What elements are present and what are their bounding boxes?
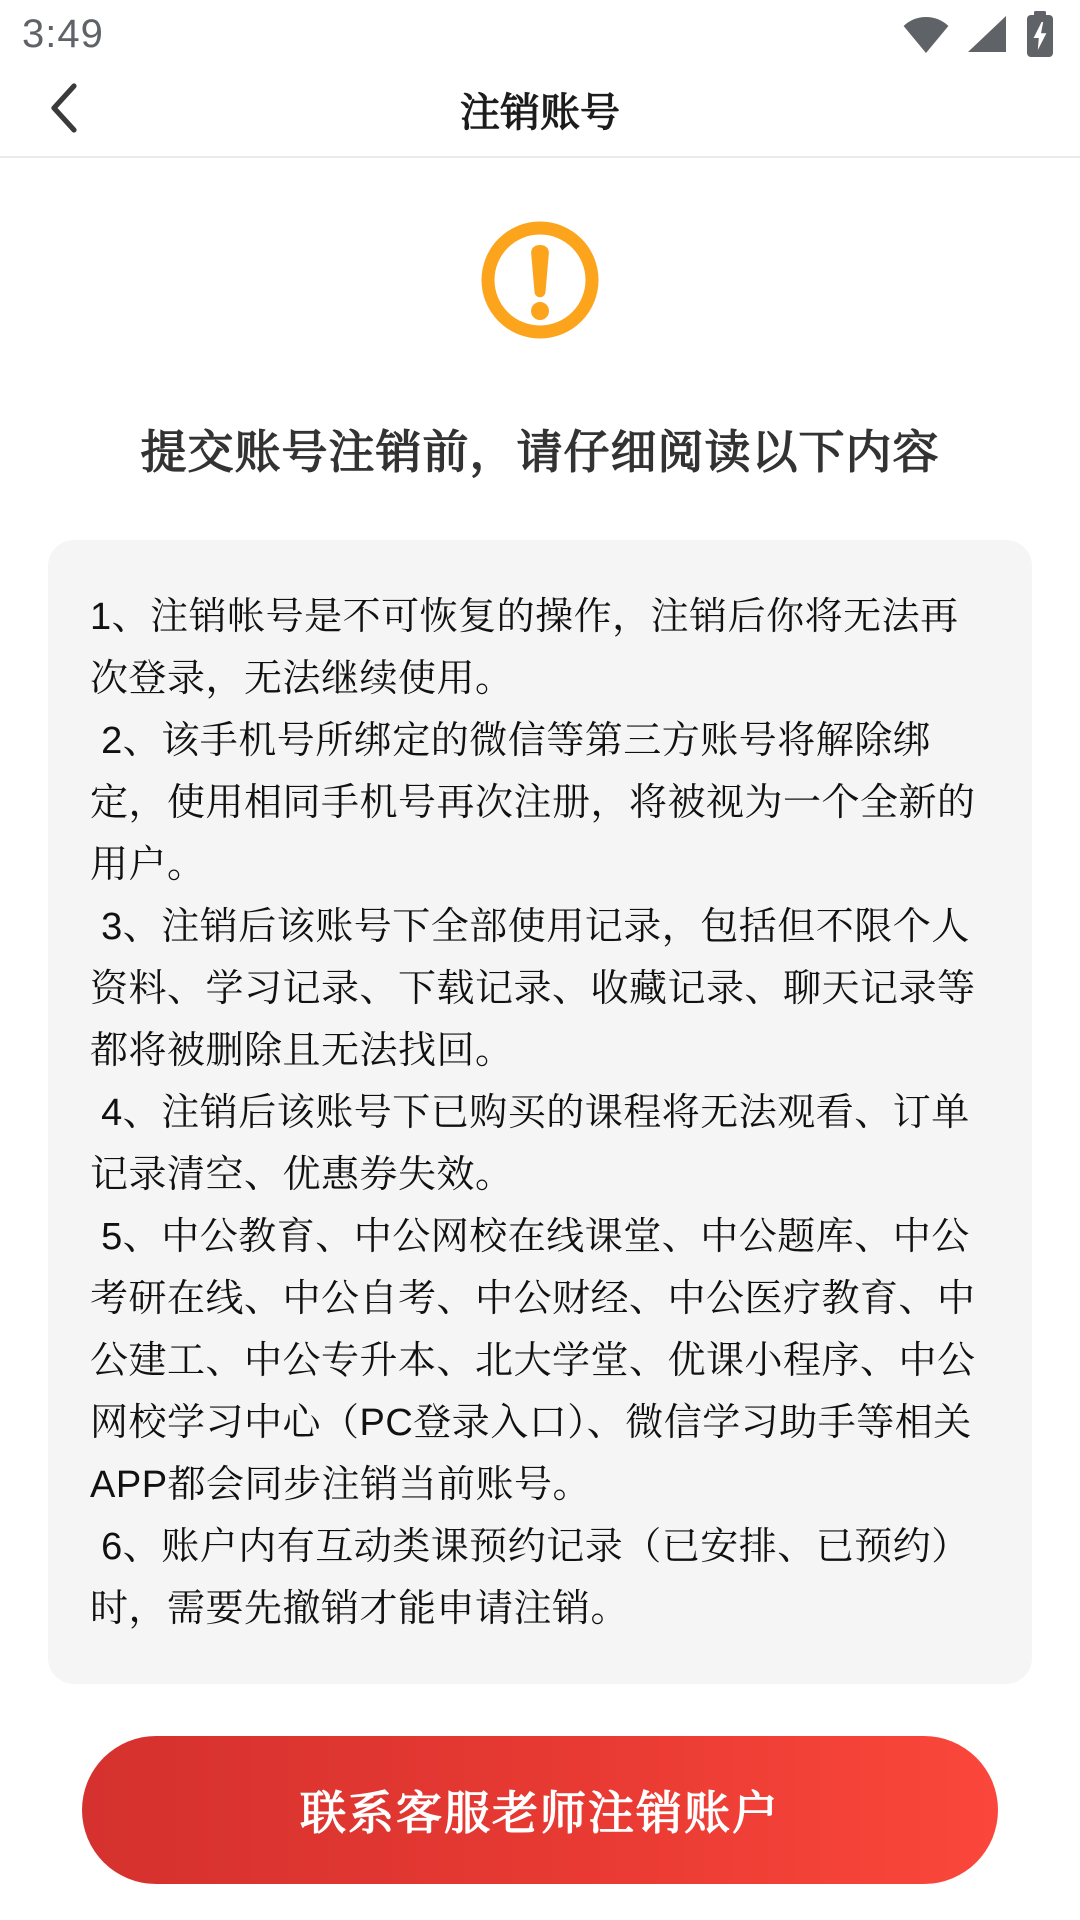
- notice-item-4: 4、注销后该账号下已购买的课程将无法观看、订单记录清空、优惠券失效。: [90, 1092, 970, 1196]
- battery-charging-icon: [1024, 10, 1056, 58]
- status-icons: [902, 10, 1056, 58]
- back-button[interactable]: [18, 62, 108, 156]
- status-time: 3:49: [22, 11, 104, 56]
- contact-support-button[interactable]: 联系客服老师注销账户: [82, 1736, 998, 1884]
- notice-item-5: 5、中公教育、中公网校在线课堂、中公题库、中公考研在线、中公自考、中公财经、中公医疗教育、中公建工、中公专升本、北大学堂、优课小程序、中公网校学习中心（PC登录入口）、微信学习助手等相关APP都会同步注销当前账号。: [90, 1216, 976, 1506]
- main-content: [0, 158, 1080, 1884]
- page-title: 注销账号: [460, 90, 620, 135]
- nav-bar: [0, 62, 1080, 158]
- exclamation-circle-icon: [0, 220, 1080, 340]
- status-bar: [0, 0, 1080, 62]
- notice-item-6: 6、账户内有互动类课预约记录（已安排、已预约）时，需要先撤销才能申请注销。: [90, 1526, 970, 1630]
- notice-heading: 提交账号注销前，请仔细阅读以下内容: [140, 426, 940, 478]
- wifi-icon: [902, 14, 950, 54]
- notice-item-1: 1、注销帐号是不可恢复的操作，注销后你将无法再次登录，无法继续使用。: [90, 596, 959, 700]
- back-chevron-icon: [46, 82, 80, 137]
- notice-item-3: 3、注销后该账号下全部使用记录，包括但不限个人资料、学习记录、下载记录、收藏记录、聊天记录等都将被删除且无法找回。: [90, 906, 976, 1072]
- notice-item-2: 2、该手机号所绑定的微信等第三方账号将解除绑定，使用相同手机号再次注册，将被视为一个全新的用户。: [90, 720, 976, 886]
- notice-box: [48, 540, 1032, 1684]
- cellular-signal-icon: [966, 14, 1008, 54]
